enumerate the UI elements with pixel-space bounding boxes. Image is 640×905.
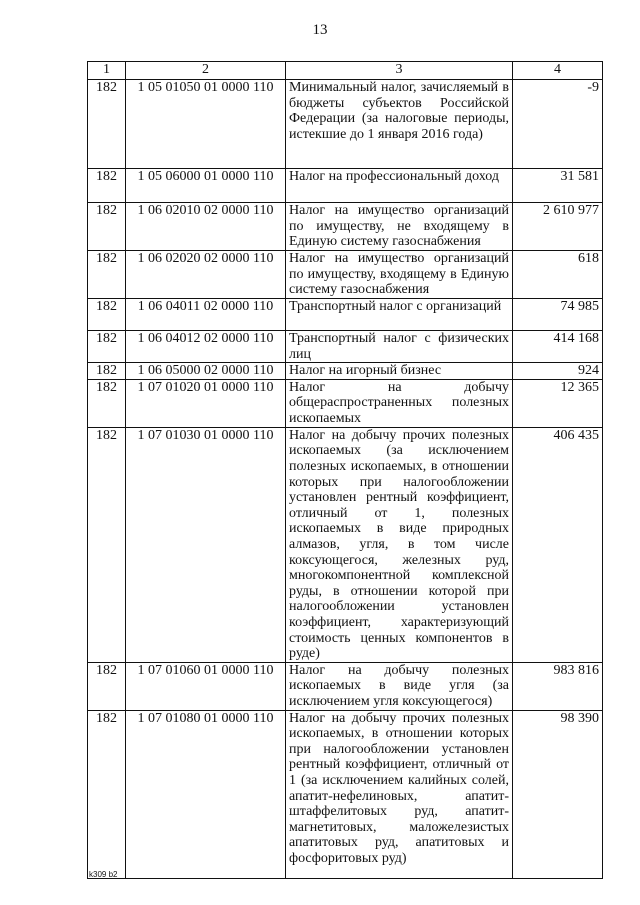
budget-code-cell: 1 06 04011 02 0000 110 xyxy=(126,299,286,331)
admin-code-cell: 182 xyxy=(88,427,126,662)
page-number: 13 xyxy=(312,22,328,38)
budget-code-cell: 1 07 01030 01 0000 110 xyxy=(126,427,286,662)
amount-cell: 98 390 xyxy=(513,710,603,878)
table-row xyxy=(88,169,603,203)
revenue-name-cell: Налог на имущество организаций по имуществу, входящему в Единую систему газоснабжения xyxy=(286,251,513,299)
admin-code-cell: 182 xyxy=(88,363,126,380)
budget-code-cell: 1 06 02020 02 0000 110 xyxy=(126,251,286,299)
table-row xyxy=(88,662,603,710)
budget-code-cell: 1 05 01050 01 0000 110 xyxy=(126,80,286,169)
column-header: 2 xyxy=(126,62,286,80)
column-header: 4 xyxy=(513,62,603,80)
budget-code-cell: 1 06 02010 02 0000 110 xyxy=(126,203,286,251)
budget-code-cell: 1 07 01060 01 0000 110 xyxy=(126,662,286,710)
amount-cell: 406 435 xyxy=(513,427,603,662)
amount-cell: 414 168 xyxy=(513,331,603,363)
admin-code-cell: 182 xyxy=(88,80,126,169)
revenue-name-cell: Налог на игорный бизнес xyxy=(286,363,513,380)
admin-code-cell: 182 xyxy=(88,379,126,427)
table-row xyxy=(88,80,603,169)
table-row xyxy=(88,379,603,427)
admin-code-cell: 182 xyxy=(88,662,126,710)
admin-code-cell: 182 xyxy=(88,251,126,299)
budget-code-cell: 1 06 04012 02 0000 110 xyxy=(126,331,286,363)
revenue-name-cell: Налог на имущество организаций по имуществу, не входящему в Единую систему газоснабжения xyxy=(286,203,513,251)
revenue-name-cell: Минимальный налог, зачисляемый в бюджеты субъектов Российской Федерации (за налоговые периоды, истекшие до 1 января 2016 года) xyxy=(286,80,513,169)
table-row xyxy=(88,363,603,380)
revenue-name-cell: Налог на добычу прочих полезных ископаемых (за исключением полезных ископаемых, в отношении которых при налогообложении установлен рентный коэффициент, отличный от 1, полезных ископаемых в виде природных алмазов, угля, в том числе коксующегося, железных руд, многокомпонентной комплексной руды, в отношении которой при налогообложении установлен коэффициент, характеризующий стоимость ценных компонентов в руде) xyxy=(286,427,513,662)
amount-cell: 924 xyxy=(513,363,603,380)
revenue-table xyxy=(87,61,603,879)
footer-code: k309 b2 xyxy=(89,870,118,879)
admin-code-cell: 182 xyxy=(88,299,126,331)
table-row xyxy=(88,299,603,331)
budget-code-cell: 1 06 05000 02 0000 110 xyxy=(126,363,286,380)
table-row xyxy=(88,427,603,662)
admin-code-cell: 182 xyxy=(88,710,126,878)
table-row xyxy=(88,331,603,363)
revenue-name-cell: Налог на добычу полезных ископаемых в виде угля (за исключением угля коксующегося) xyxy=(286,662,513,710)
amount-cell: 618 xyxy=(513,251,603,299)
budget-code-cell: 1 07 01080 01 0000 110 xyxy=(126,710,286,878)
revenue-name-cell: Транспортный налог с физических лиц xyxy=(286,331,513,363)
admin-code-cell: 182 xyxy=(88,331,126,363)
amount-cell: 983 816 xyxy=(513,662,603,710)
table-row xyxy=(88,710,603,878)
budget-code-cell: 1 05 06000 01 0000 110 xyxy=(126,169,286,203)
revenue-name-cell: Транспортный налог с организаций xyxy=(286,299,513,331)
admin-code-cell: 182 xyxy=(88,169,126,203)
amount-cell: 12 365 xyxy=(513,379,603,427)
revenue-name-cell: Налог на профессиональный доход xyxy=(286,169,513,203)
table-body xyxy=(88,80,603,879)
amount-cell: 31 581 xyxy=(513,169,603,203)
revenue-name-cell: Налог на добычу прочих полезных ископаемых, в отношении которых при налогообложении установлен рентный коэффициент, отличный от 1 (за исключением калийных солей, апатит-нефелиновых, апатит-штаффелитовых руд, апатит-магнетитовых, маложелезистых апатитовых руд, апатитовых и фосфоритовых руд) xyxy=(286,710,513,878)
column-header: 1 xyxy=(88,62,126,80)
table-header-row xyxy=(88,62,603,80)
amount-cell: -9 xyxy=(513,80,603,169)
amount-cell: 2 610 977 xyxy=(513,203,603,251)
budget-code-cell: 1 07 01020 01 0000 110 xyxy=(126,379,286,427)
amount-cell: 74 985 xyxy=(513,299,603,331)
revenue-name-cell: Налог на добычу общераспространенных полезных ископаемых xyxy=(286,379,513,427)
table-row xyxy=(88,203,603,251)
column-header: 3 xyxy=(286,62,513,80)
table-row xyxy=(88,251,603,299)
admin-code-cell: 182 xyxy=(88,203,126,251)
